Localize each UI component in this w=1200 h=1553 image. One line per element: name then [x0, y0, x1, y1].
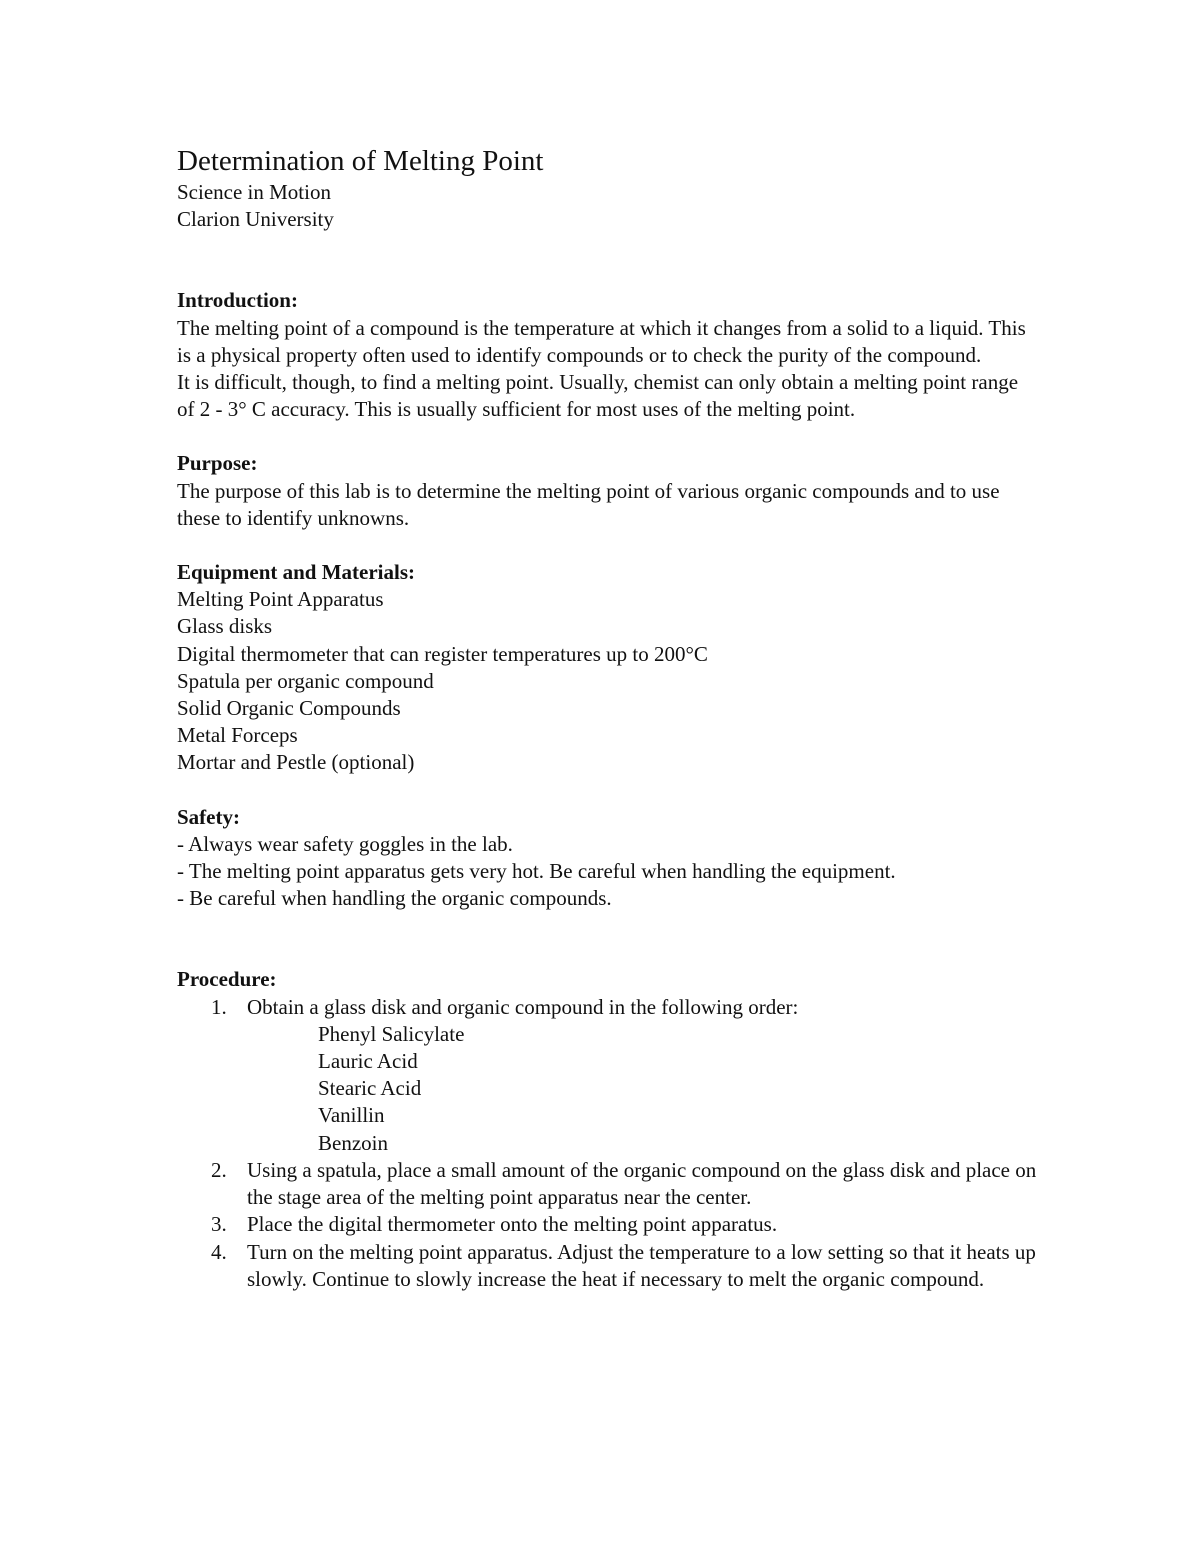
procedure-section — [177, 966, 1037, 1292]
equipment-item: Spatula per organic compound — [177, 668, 434, 693]
safety-heading: Safety: — [177, 804, 240, 829]
step-text: Turn on the melting point apparatus. Adjust the temperature to a low setting so that it heats up slowly. Continue to slowly increase the heat if necessary to melt the organic compound. — [247, 1239, 1036, 1291]
step-text: Using a spatula, place a small amount of the organic compound on the glass disk and place on the stage area of the melting point apparatus near the center. — [247, 1157, 1037, 1210]
step-text: Place the digital thermometer onto the melting point apparatus. — [247, 1212, 778, 1237]
equipment-item: Glass disks — [177, 614, 273, 639]
equipment-section — [177, 559, 1037, 777]
purpose-text: The purpose of this lab is to determine the melting point of various organic compounds and to use these to identify unknowns. — [177, 478, 1000, 530]
compound-item: Lauric Acid — [318, 1049, 418, 1074]
introduction-paragraph: It is difficult, though, to find a melting point. Usually, chemist can only obtain a melting point range of 2 - 3° C accuracy. This is usually sufficient for most uses of the melting point. — [177, 370, 1019, 422]
document-title: Determination of Melting Point — [177, 145, 544, 177]
purpose-section — [177, 450, 1037, 532]
compound-list — [247, 1021, 1037, 1157]
subtitle-university: Clarion University — [177, 207, 334, 232]
spacer — [177, 912, 1037, 966]
procedure-steps — [177, 994, 1037, 1293]
compound-item: Benzoin — [318, 1130, 388, 1155]
purpose-heading: Purpose: — [177, 451, 258, 476]
document-page — [177, 143, 1037, 1293]
safety-item: - Always wear safety goggles in the lab. — [177, 831, 513, 856]
introduction-heading: Introduction: — [177, 288, 298, 313]
equipment-item: Melting Point Apparatus — [177, 587, 384, 612]
step-number: 2. — [211, 1157, 227, 1182]
compound-item: Vanillin — [318, 1103, 385, 1128]
equipment-item: Metal Forceps — [177, 723, 298, 748]
equipment-heading: Equipment and Materials: — [177, 560, 416, 585]
procedure-heading: Procedure: — [177, 967, 277, 992]
procedure-step — [177, 1157, 1037, 1211]
spacer — [177, 532, 1037, 559]
introduction-section — [177, 287, 1037, 423]
equipment-item: Solid Organic Compounds — [177, 696, 401, 721]
compound-item: Phenyl Salicylate — [318, 1021, 465, 1046]
safety-item: - Be careful when handling the organic compounds. — [177, 886, 612, 911]
equipment-item: Digital thermometer that can register temperatures up to 200°C — [177, 641, 708, 666]
subtitle-program: Science in Motion — [177, 180, 331, 204]
safety-item: - The melting point apparatus gets very hot. Be careful when handling the equipment. — [177, 859, 896, 884]
procedure-step — [177, 1211, 1037, 1238]
spacer — [177, 233, 1037, 287]
step-number: 1. — [211, 994, 227, 1019]
step-number: 4. — [211, 1239, 227, 1264]
procedure-step — [177, 994, 1037, 1157]
step-text: Obtain a glass disk and organic compound in the following order: — [247, 994, 799, 1019]
spacer — [177, 423, 1037, 450]
equipment-item: Mortar and Pestle (optional) — [177, 750, 415, 775]
step-number: 3. — [211, 1212, 227, 1237]
compound-item: Stearic Acid — [318, 1076, 422, 1101]
introduction-paragraph: The melting point of a compound is the temperature at which it changes from a solid to a liquid. This is a physical property often used to identify compounds or to check the purity of the compound. — [177, 315, 1026, 367]
safety-section — [177, 804, 1037, 913]
procedure-step — [177, 1239, 1037, 1293]
spacer — [177, 777, 1037, 804]
